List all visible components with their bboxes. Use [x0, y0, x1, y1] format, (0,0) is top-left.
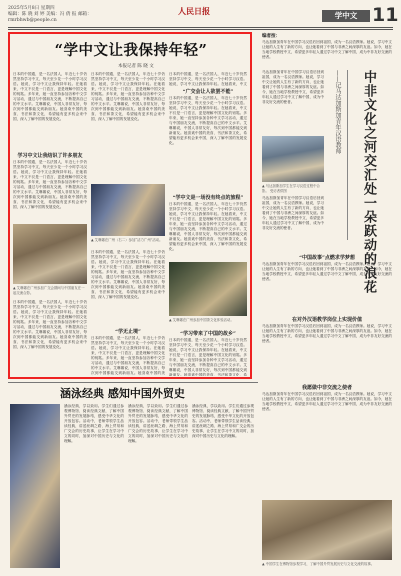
bottom-column-1: 涵泳经典，学以致用。学生们通过参观博物馆、阅读经典文献，了解中国外贸史的发展脉络，感受中华文化的开放包容。活动中，老师带领学生品读经典，讲述丝绸之路、海上贸易和广交会的历史故事，让学生在学习中文的同时，加深对中国历史与文化的理解。	[64, 404, 124, 443]
feature-subhead-1: 学习中文让我结识了许多朋友	[17, 153, 83, 159]
sidebar-column-3: 马达加斯加青年在中国学习汉语后回到祖国，成为一名汉语教师。她说，学习中文让她的人生有了新的方向，也让她看到了中国与非洲之间深厚的友谊。如今，她在当地学校教授中文，希望更多年轻人通过学习中文了解中国，成为中非友好交流的使者。	[262, 262, 392, 281]
feature-subhead-5: “学习带来了中国的故乡”	[180, 331, 236, 337]
bottom-article-rule	[8, 382, 258, 383]
feature-column-2: 日本的中国通，是一名法国人，年近七十岁仍然坚持学习中文，每天至少花一个小时学习汉语。她说，学习中文让我保持年轻。在她看来，中文不仅是一门语言，更是理解中国文化的钥匙。多年来，她一直坚持参加各种中文学习活动，通过与中国朋友交流，不断提高自己的中文水平。艾琳娜说，中国人非常友好，每次到中国都能交到新朋友。她喜欢中国的美食、书法和茶文化，希望能有更多机会来中国，深入了解中国的发展变化。	[91, 72, 165, 121]
sidebar-title: 中非文化之河交汇处一朵跃动的浪花	[361, 70, 376, 294]
sidebar-title-rule	[347, 70, 348, 240]
header-rule	[8, 27, 393, 28]
sidebar-column-1: 马达加斯加青年在中国学习汉语后回到祖国，成为一名汉语教师。她说，学习中文让她的人生有了新的方向，也让她看到了中国与非洲之间深厚的友谊。如今，她在当地学校教授中文，希望更多年轻人通过学习中文了解中国，成为中非友好交流的使者。	[262, 70, 324, 104]
bottom-photo	[10, 404, 60, 568]
sidebar-label: 编者按：	[262, 34, 280, 39]
section-label: 学中文	[322, 10, 370, 22]
feature-column-3d: 日本的中国通，是一名法国人，年近七十岁仍然坚持学习中文，每天至少花一个小时学习汉语。她说，学习中文让我保持年轻。在她看来，中文不仅是一门语言，更是理解中国文化的钥匙。多年来，她一直坚持参加各种中文学习活动，通过与中国朋友交流，不断提高自己的中文水平。艾琳娜说，中国人非常友好，每次到中国都能交到新朋友。她喜欢中国的美食、书法和茶文化，希	[169, 338, 247, 376]
sidebar-column-5: 马达加斯加青年在中国学习汉语后回到祖国，成为一名汉语教师。她说，学习中文让她的人生有了新的方向，也让她看到了中国与非洲之间深厚的友谊。如今，她在当地学校教授中文，希望更多年轻人通过学习中文了解中国，成为中非友好交流的使者。	[262, 392, 392, 411]
feature-column-1b: 日本的中国通，是一名法国人，年近七十岁仍然坚持学习中文，每天至少花一个小时学习汉语。她说，学习中文让我保持年轻。在她看来，中文不仅是一门语言，更是理解中国文化的钥匙。多年来，她一直坚持参加各种中文学习活动，通过与中国朋友交流，不断提高自己的中文水平。艾琳娜说，中国人非常友好，每次到中国都能交到新朋友。她喜欢中国的美食、书法和茶文化，希望能有更多机会来中国，深入了解中国的发展变化。	[13, 160, 87, 209]
feature-column-2b: 日本的中国通，是一名法国人，年近七十岁仍然坚持学习中文，每天至少花一个小时学习汉语。她说，学习中文让我保持年轻。在她看来，中文不仅是一门语言，更是理解中国文化的钥匙。多年来，她一直坚持参加各种中文学习活动，通过与中国朋友交流，不断提高自己的中文水平。艾琳娜说，中国人非常友好，每次到中国都能交到新朋友。她喜欢中国的美食、书法和茶文化，希望能有更多机会来中国，深入了解中国的发展变化。	[91, 250, 165, 299]
feature-byline: 本报记者 陈 晓 文	[118, 64, 154, 69]
feature-column-3b: 日本的中国通，是一名法国人，年近七十岁仍然坚持学习中文，每天至少花一个小时学习汉语。她说，学习中文让我保持年轻。在她看来，中文不仅是一门语言，更是理解中国文化的钥匙。多年来，她一直坚持参加各种中文学习活动，通过与中国朋友交流，不断提高自己的中文水平。艾琳娜说，中国人非常友好，每次到中国都能交到新朋友。她喜欢中国的美食、书法和茶文化，希望能有更多机会来中国，深入了解中国的发展变化。	[169, 96, 247, 145]
newspaper-logo: 人民日报	[178, 7, 210, 16]
sidebar-subhead-1: “中国故事”点燃求学梦想	[299, 255, 355, 261]
bottom-photo-caption: ▲ 中国学生在博物馆参观学习，了解中国外贸发展历史与文化交流的故事。	[262, 562, 375, 566]
feature-column-1c: 日本的中国通，是一名法国人，年近七十岁仍然坚持学习中文，每天至少花一个小时学习汉语。她说，学习中文让我保持年轻。在她看来，中文不仅是一门语言，更是理解中国文化的钥匙。多年来，她一直坚持参加各种中文学习活动，通过与中国朋友交流，不断提高自己的中文水平。艾琳娜说，中国人非常友好，每次到中国都能交到新朋友。她喜欢中国的美食、书法和茶文化，希望能有更多机会来中国，深入了解中国的发展变化。	[13, 300, 87, 349]
feature-photo-caption-2: ▲ 艾琳娜在广州（右二）参加“活力广州”活动。	[91, 238, 163, 242]
header-rule-thin	[8, 29, 393, 30]
sidebar-subhead-2: 在对外汉语教学岗位上实现价值	[291, 317, 362, 323]
feature-photo-caption-1: ▲ 艾琳娜在广州参加广交会期间与中国朋友在一起交流合影。	[13, 286, 85, 295]
feature-photo-tea	[169, 262, 247, 316]
masthead-meta: 2025年5月8日 星期四 编辑：陈 晓 刘 婷 美编：冯 倩 报 邮箱：rmrbhwb@people.cn	[8, 6, 92, 23]
feature-subhead-2: “广交会让人欲罢不能”	[182, 89, 234, 95]
feature-column-2c: 日本的中国通，是一名法国人，年近七十岁仍然坚持学习中文，每天至少花一个小时学习汉语。她说，学习中文让我保持年轻。在她看来，中文不仅是一门语言，更是理解中国文化的钥匙。多年来，她一直坚持参加各种中文学习活动，通过与中国朋友交流，不断提高自己的中文水平。艾琳娜说，中国人非常友好，每次到中国都能交到新朋友。她喜欢中国的美	[91, 336, 165, 375]
sidebar-subhead-3: 我愿做中非交流之使者	[301, 385, 352, 391]
feature-column-3: 日本的中国通，是一名法国人，年近七十岁仍然坚持学习中文，每天至少花一个小时学习汉语。她说，学习中文让我保持年轻。在她看来，中文	[169, 72, 247, 86]
sidebar-column-4: 马达加斯加青年在中国学习汉语后回到祖国，成为一名汉语教师。她说，学习中文让她的人生有了新的方向，也让她看到了中国与非洲之间深厚的友谊。如今，她在当地学校教授中文，希望更多年轻人通过学习中文了解中国，成为中非友好交流的使者。	[262, 324, 392, 343]
feature-column-3c: 日本的中国通，是一名法国人，年近七十岁仍然坚持学习中文，每天至少花一个小时学习汉语。她说，学习中文让我保持年轻。在她看来，中文不仅是一门语言，更是理解中国文化的钥匙。多年来，她一直坚持参加各种中文学习活动，通过与中国朋友交流，不断提高自己的中文水平。艾琳娜说，中国人非常友好，每次到中国都能交到新朋友。她喜欢中国的美食、书法和茶文化，希望能有更多机会来中国，深入了解中国的发展变化。	[169, 202, 247, 251]
feature-column-1: 日本的中国通，是一名法国人，年近七十岁仍然坚持学习中文，每天至少花一个小时学习汉语。她说，学习中文让我保持年轻。在她看来，中文不仅是一门语言，更是理解中国文化的钥匙。多年来，她一直坚持参加各种中文学习活动，通过与中国朋友交流，不断提高自己的中文水平。艾琳娜说，中国人非常友好，每次到中国都能交到新朋友。她喜欢中国的美食、书法和茶文化，希望能有更多机会来中国，深入了解中国的发展变化。	[13, 72, 87, 121]
page-number: 11	[372, 4, 399, 26]
feature-subhead-4: “学无止境”	[115, 329, 141, 335]
feature-subhead-3: “学中文是一场没有终点的旅程”	[172, 195, 244, 201]
sidebar-subtitle: ——记马达加斯加青年汉语教师	[334, 70, 341, 154]
sidebar-intro: 马达加斯加青年在中国学习汉语后回到祖国，成为一名汉语教师。她说，学习中文让她的人生有了新的方向，也让她看到了中国与非洲之间深厚的友谊。如今，她在当地学校教授中文，希望更多年轻人通过学习中文了解中国，成为中非友好交流的使者。	[262, 40, 392, 59]
sidebar-photo-caption: ▲ 马达加斯加学生在学习汉语过程中合影。 受访者供图	[262, 184, 320, 193]
sidebar-photo-students	[262, 136, 324, 182]
bottom-headline: 涵泳经典 感知中国外贸史	[60, 387, 185, 400]
bottom-column-3: 涵泳经典，学以致用。学生们通过参观博物馆、阅读经典文献，了解中国外贸史的发展脉络，感受中华文化的开放包容。活动中，老师带领学生品读经典，讲述丝绸之路、海上贸易和广交会的历史故事，让学生在学习中文的同时，加深对中国历史与文化的理解。	[192, 404, 254, 438]
feature-photo-event	[91, 184, 165, 236]
feature-photo-expo	[13, 224, 87, 284]
feature-photo-caption-3: ▲ 艾琳娜在广州参加中国茶文化体验活动。	[169, 318, 234, 322]
feature-headline: “学中文让我保持年轻”	[54, 42, 208, 59]
sidebar-photo-bottom	[262, 500, 392, 560]
bottom-column-2: 涵泳经典，学以致用。学生们通过参观博物馆、阅读经典文献，了解中国外贸史的发展脉络，感受中华文化的开放包容。活动中，老师带领学生品读经典，讲述丝绸之路、海上贸易和广交会的历史故事，让学生在学习中文的同时，加深对中国历史与文化的理解。	[128, 404, 188, 443]
sidebar-column-2: 马达加斯加青年在中国学习汉语后回到祖国，成为一名汉语教师。她说，学习中文让她的人生有了新的方向，也让她看到了中国与非洲之间深厚的友谊。如今，她在当地学校教授中文，希望更多年轻人通过学习中文了解中国，成为中非友好交流的使者。	[262, 196, 324, 230]
